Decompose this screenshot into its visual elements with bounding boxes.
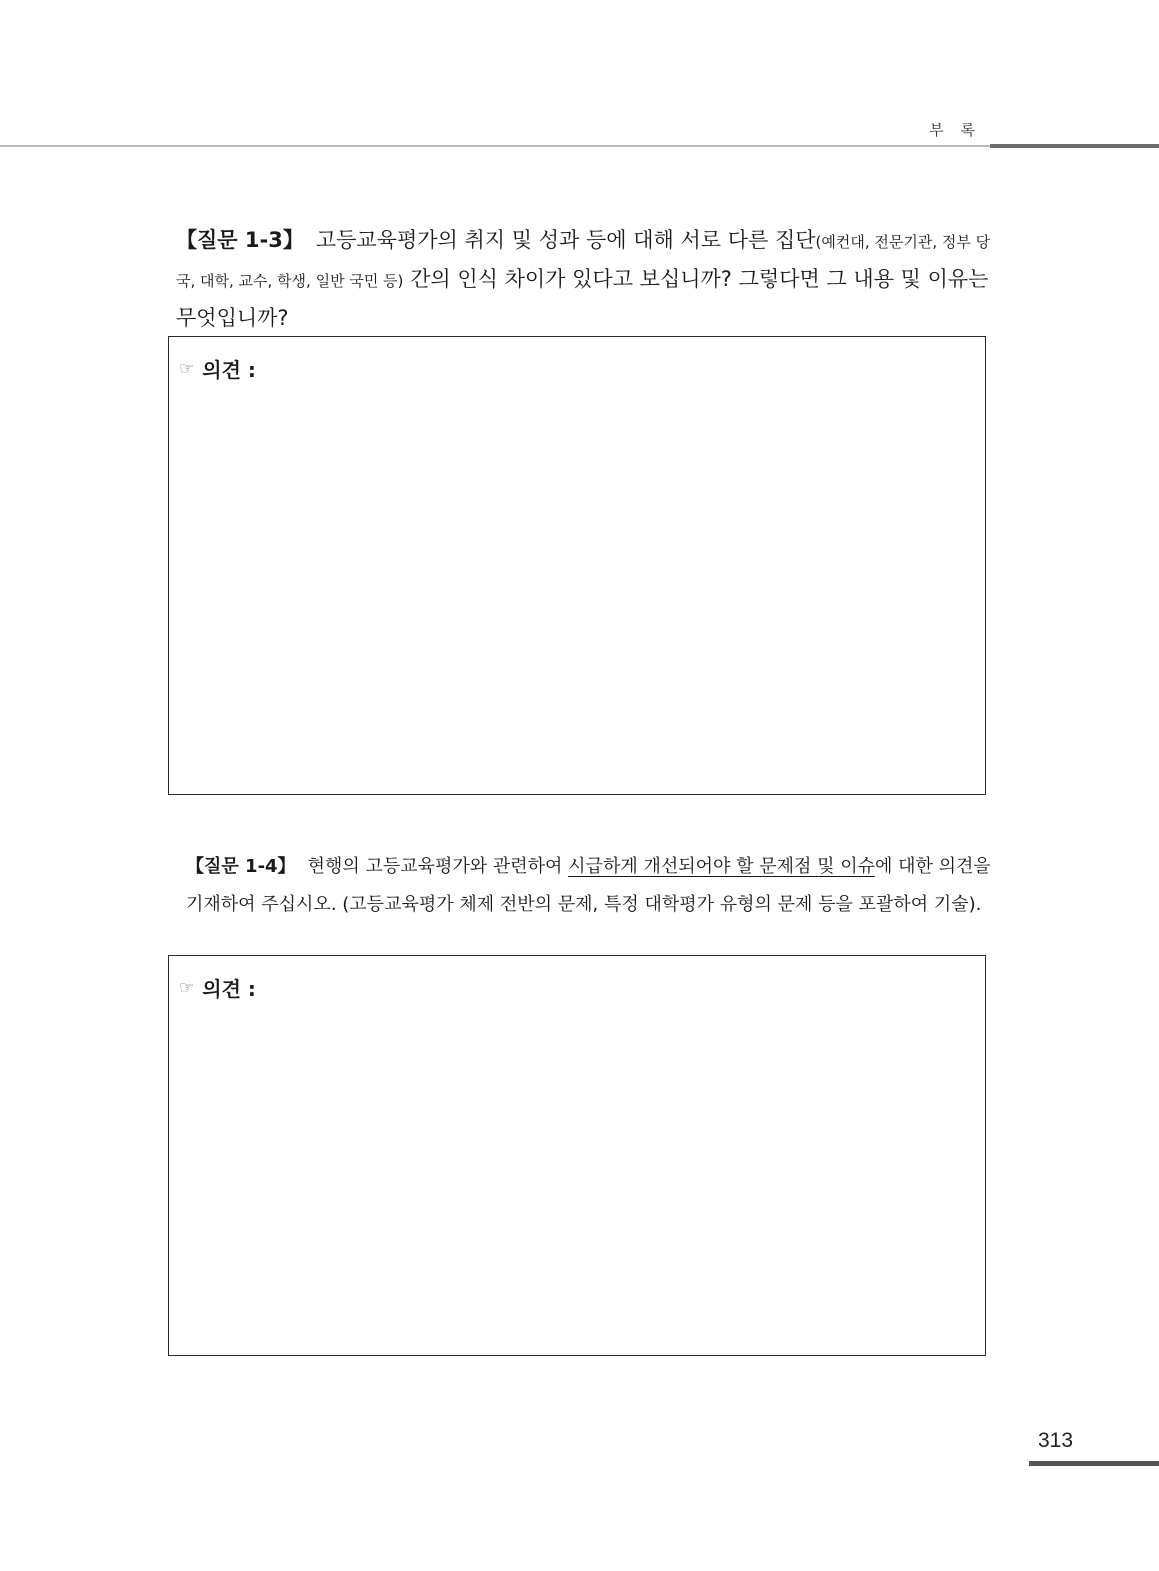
pointing-hand-icon: ☞ xyxy=(179,358,195,379)
question-1-4 xyxy=(186,848,998,924)
page-number: 313 xyxy=(1038,1429,1074,1452)
question-text-part2: 간의 인식 차이가 있다고 보십니까? 그렇다면 그 내용 및 이유는 무엇입니까? xyxy=(176,267,989,330)
answer-box-1-4[interactable] xyxy=(168,955,986,1356)
section-label: 부 록 xyxy=(929,121,981,139)
opinion-label: 의견 : xyxy=(202,977,256,1001)
header-rule xyxy=(0,145,990,147)
question-text-examples: (예컨대, 전문기관, 정부 당국, 대학, 교수, 학생, 일반 국민 등) xyxy=(176,233,991,290)
opinion-label: 의견 : xyxy=(202,358,256,382)
footer-rule xyxy=(1029,1461,1159,1466)
question-text-emphasis: 시급하게 개선되어야 할 문제점 및 이슈 xyxy=(568,856,875,877)
question-text-part1: 고등교육평가의 취지 및 성과 등에 대해 서로 다른 집단 xyxy=(315,228,816,252)
pointing-hand-icon: ☞ xyxy=(179,977,195,998)
opinion-heading xyxy=(179,973,256,1002)
question-text-part2: 에 대한 의견을 기재하여 주십시오. (고등교육평가 체제 전반의 문제, 특정 대학평가 유형의 문제 등을 포괄하여 기술). xyxy=(186,856,991,915)
question-tag: 【질문 1-3】 xyxy=(176,228,304,252)
question-text-part1: 현행의 고등교육평가와 관련하여 xyxy=(307,856,569,877)
question-1-3 xyxy=(176,222,996,337)
answer-box-1-3[interactable] xyxy=(168,336,986,795)
opinion-heading xyxy=(179,354,256,383)
header-rule-accent xyxy=(990,144,1159,148)
question-tag: 【질문 1-4】 xyxy=(186,856,296,877)
